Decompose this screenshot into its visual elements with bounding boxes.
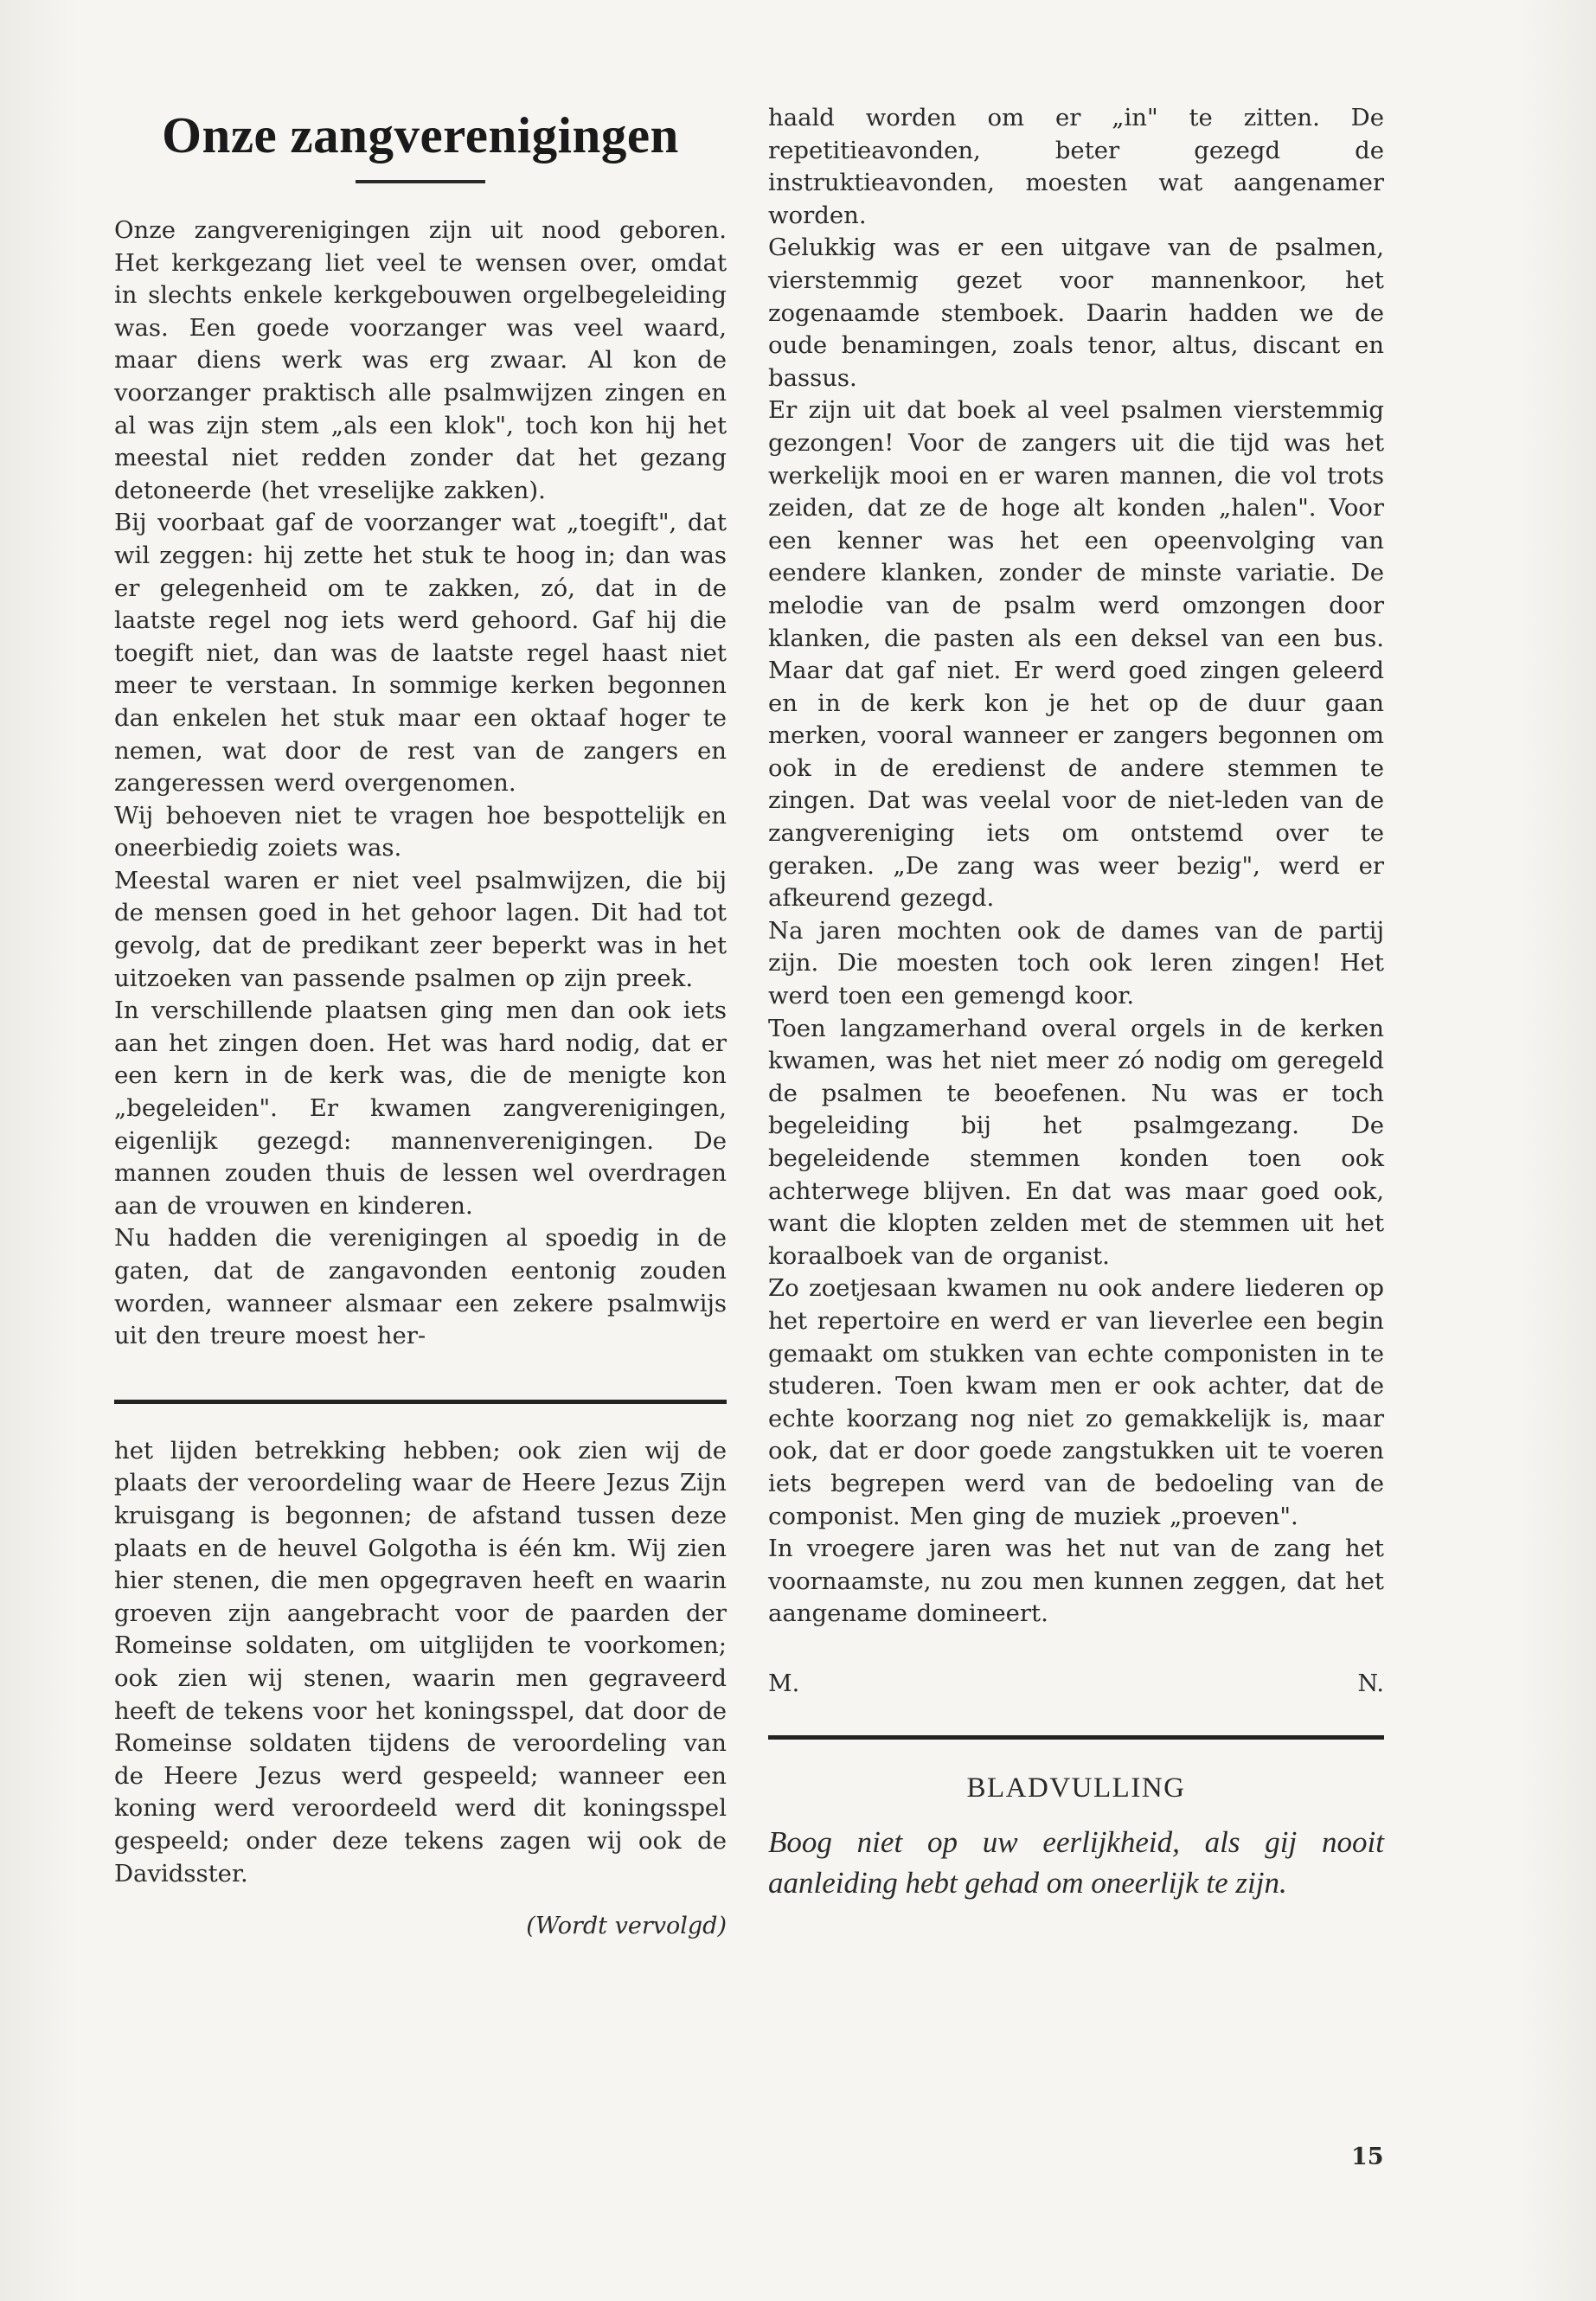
filler-heading: BLADVULLING — [966, 1772, 1186, 1804]
author-signature — [768, 1670, 1384, 1697]
signature-initial-left: M. — [768, 1670, 800, 1697]
article-paragraph: Toen langzamerhand overal orgels in de kerken kwamen, was het niet meer zó nodig om geregeld de psalmen te beoefenen. Nu was er toch begeleiding bij het psalmgezang. De begeleidende stemmen konden toen ook achterwege blijven. En dat was maar goed ook, want die klopten zelden met de stemmen uit het koraalboek van de organist. — [768, 1014, 1384, 1270]
article-paragraph: Onze zangverenigingen zijn uit nood geboren. Het kerkgezang liet veel te wensen over, omdat in slechts enkele kerkgebouwen orgelbegeleiding was. Een goede voorzanger was veel waard, maar diens werk was erg zwaar. Al kon de voorzanger praktisch alle psalmwijzen zingen en al was zijn stem „als een klok", toch kon hij het meestal niet redden zonder dat het gezang detoneerde (het vreselijke zakken). — [114, 216, 727, 504]
left-column — [114, 102, 727, 1939]
title-underline — [356, 180, 485, 183]
article-paragraph: Gelukkig was er een uitgave van de psalmen, vierstemmig gezet voor mannenkoor, het zogenaamde stemboek. Daarin hadden we de oude benamingen, zoals tenor, altus, discant en bassus. — [768, 234, 1384, 392]
right-column — [768, 102, 1384, 1903]
section-divider — [114, 1400, 727, 1404]
article-paragraph: Zo zoetjesaan kwamen nu ook andere liederen op het repertoire en werd er van lieverlee een begin gemaakt om stukken van echte componisten in te studeren. Toen kwam men er ook achter, dat de echte koorzang nog niet zo gemakkelijk is, maar ook, dat er door goede zangstukken uit te voeren iets begrepen werd van de bedoeling van de componist. Men ging de muziek „proeven". — [768, 1274, 1384, 1530]
article-title: Onze zangverenigingen — [162, 106, 679, 163]
continuation-text: het lijden betrekking hebben; ook zien wij de plaats der veroordeling waar de Heere Jezus Zijn kruisgang is begonnen; de afstand tussen deze plaats en de heuvel Golgotha is één km. Wij zien hier stenen, die men opgegraven heeft en waarin groeven zijn aangebracht voor de paarden der Romeinse soldaten, om uitglijden te voorkomen; ook zien wij stenen, waarin men gegraveerd heeft de tekens voor het koningsspel, dat door de Romeinse soldaten tijdens de veroordeling van de Heere Jezus werd gespeeld; wanneer een koning werd veroordeeld werd dit koningsspel gespeeld; onder deze tekens zagen wij ook de Davidsster. — [114, 1436, 727, 1888]
article-paragraph: In verschillende plaatsen ging men dan ook iets aan het zingen doen. Het was hard nodig, dat er een kern in de kerk was, die de menigte kon „begeleiden". Er kwamen zangverenigingen, eigenlijk gezegd: mannenverenigingen. De mannen zouden thuis de lessen wel overdragen aan de vrouwen en kinderen. — [114, 997, 727, 1220]
section-divider — [768, 1735, 1384, 1740]
article-paragraph: Meestal waren er niet veel psalmwijzen, die bij de mensen goed in het gehoor lagen. Dit had tot gevolg, dat de predikant zeer beperkt was in het uitzoeken van passende psalmen op zijn preek. — [114, 866, 727, 992]
article-paragraph: haald worden om er „in" te zitten. De repetitieavonden, beter gezegd de instruktieavonden, moesten wat aangenamer worden. — [768, 104, 1384, 229]
article-paragraph: In vroegere jaren was het nut van de zang het voornaamste, nu zou men kunnen zeggen, dat het aangename domineert. — [768, 1535, 1384, 1628]
article-paragraph: Nu hadden die verenigingen al spoedig in de gaten, dat de zangavonden eentonig zouden worden, wanneer alsmaar een zekere psalmwijs uit den treure moest her- — [114, 1224, 727, 1350]
page-number: 15 — [1351, 2144, 1384, 2170]
continued-note: (Wordt vervolgd) — [526, 1913, 727, 1940]
article-paragraph: Wij behoeven niet te vragen hoe bespottelijk en oneerbiedig zoiets was. — [114, 801, 727, 862]
signature-initial-right: N. — [1357, 1670, 1384, 1697]
article-paragraph: Bij voorbaat gaf de voorzanger wat „toegift", dat wil zeggen: hij zette het stuk te hoog in; dan was er gelegenheid om te zakken, zó, dat in de laatste regel nog iets werd gehoord. Gaf hij die toegift niet, dan was de laatste regel haast niet meer te verstaan. In sommige kerken begonnen dan enkelen het stuk maar een oktaaf hoger te nemen, wat door de rest van de zangers en zangeressen werd overgenomen. — [114, 509, 727, 798]
filler-text: Boog niet op uw eerlijkheid, als gij nooit aanleiding hebt gehad om oneerlijk te zijn. — [768, 1824, 1384, 1900]
article-paragraph: Na jaren mochten ook de dames van de partij zijn. Die moesten toch ook leren zingen! Het werd toen een gemengd koor. — [768, 916, 1384, 1010]
article-paragraph: Er zijn uit dat boek al veel psalmen vierstemmig gezongen! Voor de zangers uit die tijd was het werkelijk mooi en er waren mannen, die vol trots zeiden, dat ze de hoge alt konden „halen". Voor een kenner was het een opeenvolging van eendere klanken, zonder de minste variatie. De melodie van de psalm werd omzongen door klanken, die pasten als een deksel van een bus. Maar dat gaf niet. Er werd goed zingen geleerd en in de kerk kon je het op de duur gaan merken, vooral wanneer er zangers begonnen om ook in de eredienst de andere stemmen te zingen. Dat was veelal voor de niet-leden van de zangvereniging iets om ontstemd over te geraken. „De zang was weer bezig", werd er afkeurend gezegd. — [768, 396, 1384, 913]
